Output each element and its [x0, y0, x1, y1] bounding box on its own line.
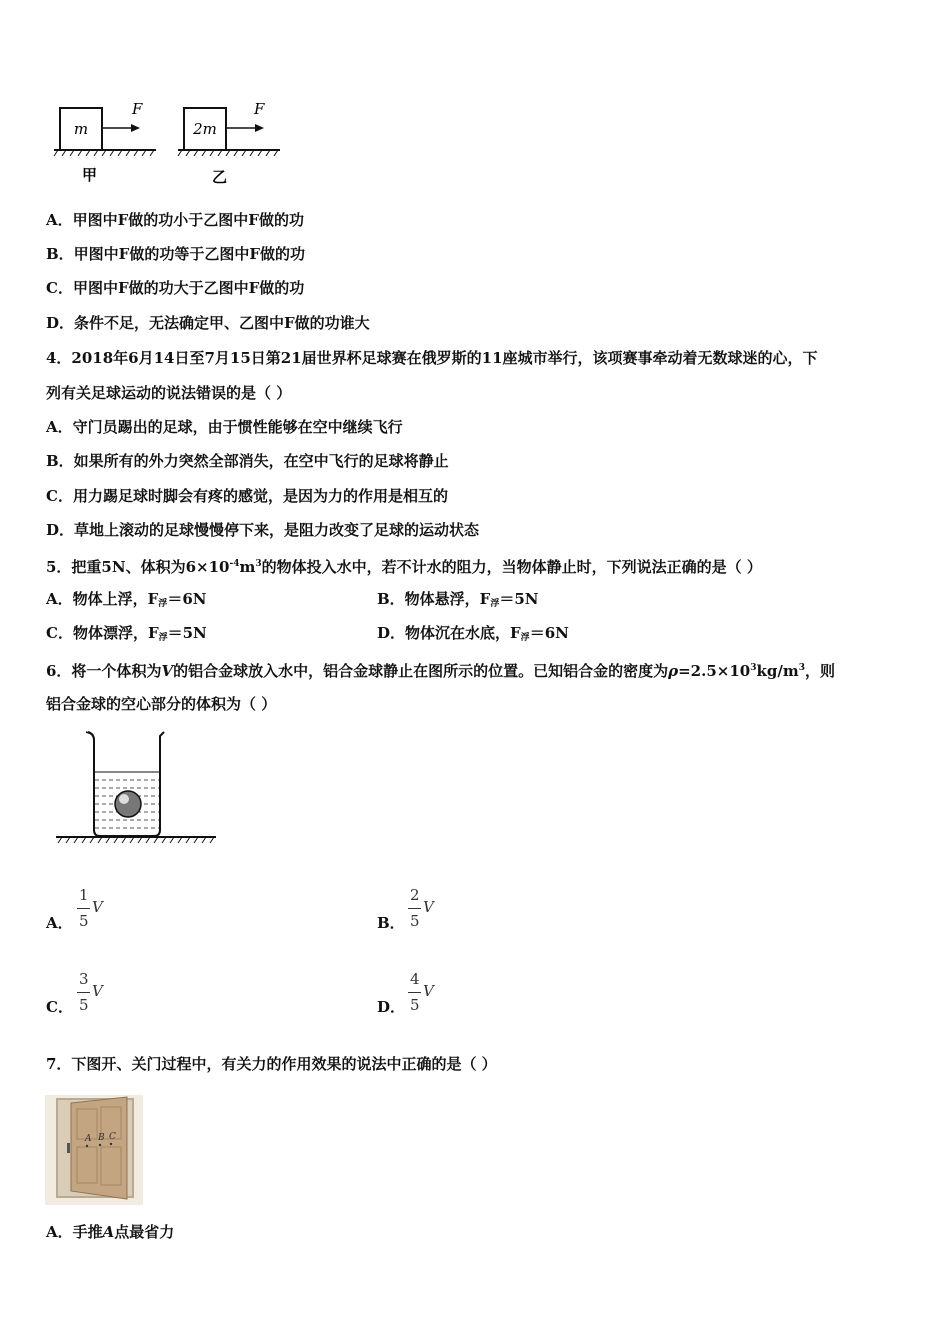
fraction-numerator: 1	[79, 886, 89, 904]
fraction-denominator: 5	[79, 912, 89, 930]
q5-option-d	[377, 623, 569, 648]
q5-option-a	[46, 589, 206, 614]
q5-stem-exp: -4	[229, 559, 240, 569]
q4-option-d: D．草地上滚动的足球慢慢停下来，是阻力改变了足球的运动状态	[46, 521, 480, 539]
fraction-numerator: 4	[410, 970, 420, 988]
door-label-c: C	[109, 1132, 116, 1142]
q6-stem-c: =2.5×10	[678, 662, 751, 680]
fraction-denominator: 5	[410, 996, 420, 1014]
q6-stem-b: 的铝合金球放入水中，铝合金球静止在图所示的位置。已知铝合金的密度为	[173, 662, 669, 680]
q5-option-c	[46, 623, 207, 648]
fraction-numerator: 2	[410, 886, 420, 904]
q5-option-c-text: C．物体漂浮，F	[46, 624, 159, 642]
buoyancy-subscript: 浮	[520, 633, 530, 643]
fraction-bar	[77, 992, 90, 993]
buoyancy-subscript: 浮	[158, 633, 168, 643]
fraction-variable: V	[423, 898, 434, 916]
q7-option-a-var: A	[102, 1223, 115, 1241]
block-m-diagram	[54, 100, 156, 184]
q7-option-a-post: 点最省力	[114, 1223, 175, 1241]
q6-stem-rho: ρ	[668, 662, 679, 680]
aluminum-ball	[115, 791, 141, 817]
block-m-label: m	[73, 120, 89, 138]
q5-option-d-value: ＝6N	[529, 624, 569, 642]
q6-stem-e: ，则	[804, 662, 835, 680]
q5-option-d-text: D．物体沉在水底，F	[377, 624, 521, 642]
q5-stem-b: m	[239, 558, 256, 576]
q4-stem-line1: 4．2018年6月14日至7月15日第21届世界杯足球赛在俄罗斯的11座城市举行，该项赛事牵动着无数球迷的心，下	[46, 349, 818, 367]
q5-stem	[46, 554, 762, 577]
q3-option-d: D．条件不足，无法确定甲、乙图中F做的功谁大	[46, 314, 370, 332]
block-2m-diagram	[178, 100, 280, 186]
q4-option-c: C．用力踢足球时脚会有疼的感觉，是因为力的作用是相互的	[46, 487, 448, 505]
door-label-a: A	[85, 1134, 92, 1144]
q6-stem-v: V	[161, 662, 174, 680]
fraction-variable: V	[92, 898, 103, 916]
q7-stem: 7．下图开、关门过程中，有关力的作用效果的说法中正确的是（ ）	[46, 1055, 497, 1073]
q3-option-c: C．甲图中F做的功大于乙图中F做的功	[46, 279, 305, 297]
q3-option-b: B．甲图中F做的功等于乙图中F做的功	[46, 245, 305, 263]
q4-option-b: B．如果所有的外力突然全部消失，在空中飞行的足球将静止	[46, 452, 449, 470]
q6-stem-line2: 铝合金球的空心部分的体积为（ ）	[46, 695, 277, 713]
fraction-denominator: 5	[79, 996, 89, 1014]
q6-stem-exp2: 3	[798, 663, 805, 673]
fraction-bar	[77, 908, 90, 909]
q6-stem-line1	[46, 658, 835, 681]
q6-stem-a: 6．将一个体积为	[46, 662, 162, 680]
q5-option-b	[377, 589, 539, 614]
q6-stem-exp: 3	[750, 663, 757, 673]
caption-jia: 甲	[82, 166, 98, 184]
buoyancy-subscript: 浮	[158, 599, 168, 609]
q7-option-a	[46, 1222, 174, 1242]
q6-option-c-label: C．	[46, 998, 73, 1016]
door-label-b: B	[98, 1133, 105, 1143]
block-2m-label: 2m	[193, 120, 217, 138]
buoyancy-subscript: 浮	[490, 599, 500, 609]
q5-stem-c: 的物体投入水中，若不计水的阻力，当物体静止时，下列说法正确的是（ ）	[261, 558, 762, 576]
q5-stem-a: 5．把重5N、体积为6×10	[46, 558, 230, 576]
q6-option-b-label: B．	[377, 914, 405, 932]
q6-option-d-label: D．	[377, 998, 406, 1016]
fraction-variable: V	[92, 982, 103, 1000]
door-figure	[45, 1095, 143, 1205]
force-label-2: F	[254, 100, 265, 118]
fraction-denominator: 5	[410, 912, 420, 930]
q5-option-c-value: ＝5N	[167, 624, 207, 642]
q3-option-a: A．甲图中F做的功小于乙图中F做的功	[46, 211, 304, 229]
q5-stem-exp2: 3	[255, 559, 262, 569]
fraction-variable: V	[423, 982, 434, 1000]
q4-option-a: A．守门员踢出的足球，由于惯性能够在空中继续飞行	[46, 418, 403, 436]
beaker-figure	[54, 726, 219, 848]
q6-option-a-label: A．	[46, 914, 73, 932]
q5-option-b-value: ＝5N	[499, 590, 539, 608]
q7-option-a-pre: A．手推	[46, 1223, 103, 1241]
fraction-bar	[408, 908, 421, 909]
q4-stem-line2: 列有关足球运动的说法错误的是（ ）	[46, 384, 292, 402]
q5-option-a-text: A．物体上浮，F	[46, 590, 159, 608]
fraction-numerator: 3	[79, 970, 89, 988]
q5-option-a-value: ＝6N	[167, 590, 207, 608]
q6-stem-d: kg/m	[756, 662, 799, 680]
force-blocks-figure	[50, 98, 290, 190]
fraction-bar	[408, 992, 421, 993]
q5-option-b-text: B．物体悬浮，F	[377, 590, 491, 608]
force-label-1: F	[132, 100, 143, 118]
caption-yi: 乙	[212, 168, 228, 186]
